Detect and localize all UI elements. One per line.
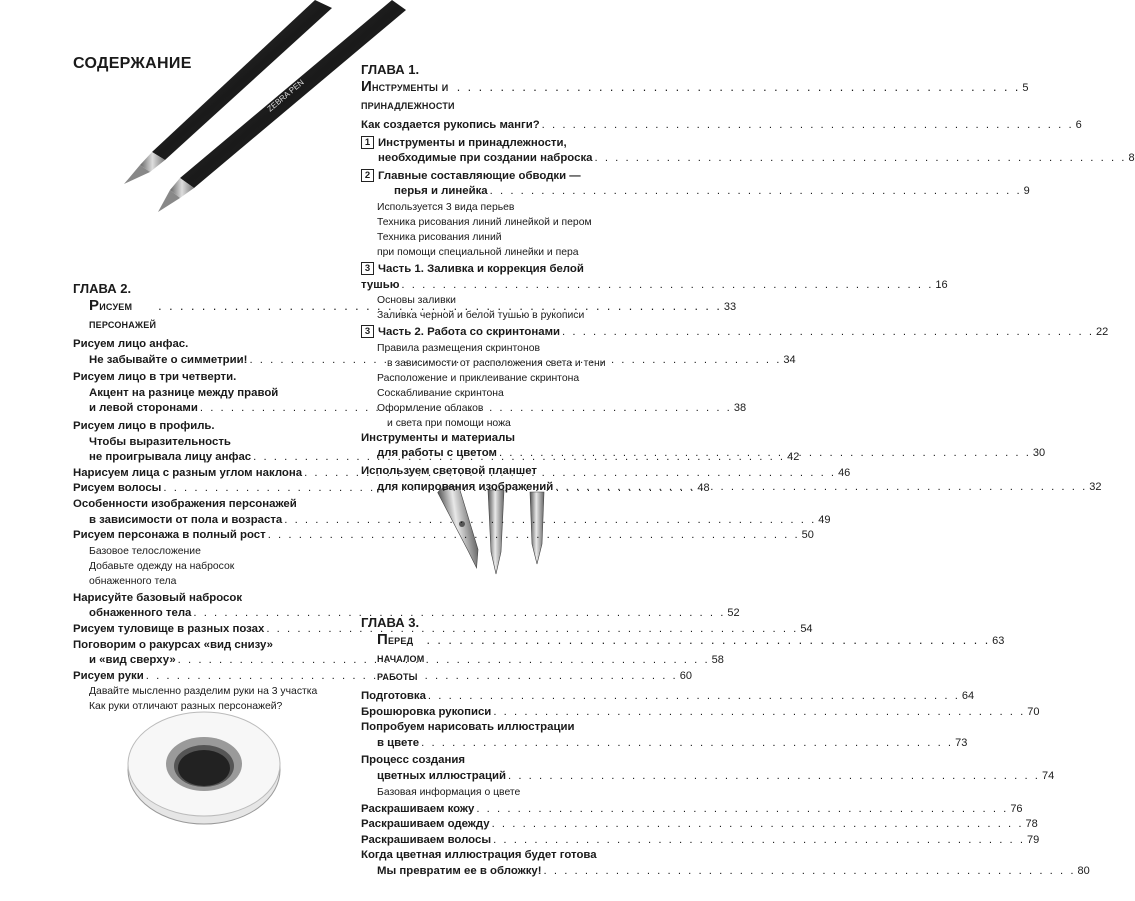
page-number: 9 [1023,185,1030,198]
toc-entry[interactable]: Нарисуйте базовый набросок обнаженного тела . . . 52 [73,591,333,622]
page-title: СОДЕРЖАНИЕ [73,55,192,72]
toc-entry[interactable]: 3 Часть 1. Заливка и коррекция белой тушью . . . 16 [361,262,619,293]
toc-entry[interactable]: Рисуем туловище в разных позах . . . 54 [73,622,333,638]
section-number-badge: 1 [361,136,374,149]
toc-subentry: Правила размещения скринтонов [377,342,540,354]
toc-entry[interactable]: Особенности изображения персонажей в зависимости от пола и возраста . . . 49 [73,497,333,528]
toc-subentry: Техника рисования линий линейкой и пером [377,216,592,228]
chapter-label: ГЛАВА 1. [361,62,420,77]
page-number: 70 [1027,705,1040,718]
page-number: 74 [1041,769,1055,782]
toc-entry[interactable]: Рисуем лицо в три четверти. Акцент на разнице между правой и левой сторонами . . . 38 [73,370,333,417]
toc-entry[interactable]: Как создается рукопись манги? . . . 6 [361,118,619,134]
toc-entry[interactable]: Используем световой планшет для копирования изображений . . . 32 [361,464,619,495]
toc-subentry: Расположение и приклеивание скринтона [377,372,580,384]
page-number: 46 [838,466,851,479]
toc-entry[interactable]: Подготовка . . . 64 [361,689,619,705]
page-number: 64 [961,690,975,702]
toc-subentry: Добавьте одежду на набросок [89,560,235,572]
page-number: 78 [1025,818,1038,831]
pen-brand-label: ZEBRA PEN [265,77,306,114]
toc-subentry: Используется 3 вида перьев [377,201,515,213]
toc-entry[interactable]: Нарисуем лица с разным углом наклона . . . 46 [73,466,333,482]
chapter-label: ГЛАВА 2. [73,281,132,296]
page-number: 80 [1077,864,1090,877]
chapter-title-row[interactable] [361,78,1029,114]
toc-entry[interactable]: Рисуем лицо в профиль. Чтобы выразительность не проигрывала лицу анфас . . . 42 [73,419,333,466]
page-number: 42 [787,451,800,464]
toc-subentry: Основы заливки [377,295,456,307]
chapter-title: Рисуем персонажей [89,297,157,331]
toc-subentry: Техника рисования линий [377,231,502,243]
toc-entry[interactable]: Рисуем руки . . . 60 [73,669,333,685]
toc-subentry: при помощи специальной линейки и пера [377,246,579,258]
page-number: 63 [992,635,1005,647]
page-number: 76 [1010,802,1023,815]
toc-entry[interactable]: Раскрашиваем волосы . . . 79 [361,833,619,849]
toc-entry[interactable]: Раскрашиваем одежду . . . 78 [361,817,619,833]
toc-subentry: Базовое телосложение [89,545,201,557]
page-number: 5 [1022,82,1029,94]
page-number: 49 [818,513,831,526]
chapter-label: ГЛАВА 3. [361,615,420,630]
toc-entry[interactable]: Процесс создания цветных иллюстраций . . . 74 [361,753,619,784]
toc-entry[interactable]: Брошюровка рукописи . . . 70 [361,705,619,721]
page-number: 48 [697,482,710,495]
toc-subentry: Давайте мысленно разделим руки на 3 участка [89,686,318,698]
page-number: 16 [935,278,948,291]
page-number: 32 [1089,480,1102,493]
toc-entry[interactable]: Когда цветная иллюстрация будет готова Мы превратим ее в обложку! . . . 80 [361,848,619,879]
toc-subentry: обнаженного тела [89,575,177,587]
toc-entry[interactable]: 2 Главные составляющие обводки — перья и линейка . . . 9 [361,169,619,200]
page-number: 6 [1075,119,1082,131]
page-number: 54 [800,622,813,635]
chapter-title: Инструменты и принадлежности [361,78,455,112]
page-number: 33 [723,301,737,313]
toc-subentry: Оформление облаков [377,402,484,414]
page-number: 22 [1096,326,1109,339]
section-number-badge: 2 [361,169,374,182]
toc-entry[interactable]: 1 Инструменты и принадлежности, необходимые при создании наброска . . . 8 [361,136,619,167]
toc-entry[interactable]: Рисуем лицо анфас. Не забывайте о симметрии! . . . 34 [73,337,333,368]
page-number: 30 [1032,447,1046,460]
toc-subentry: Как руки отличают разных персонажей? [89,701,283,713]
toc-subentry: Базовая информация о цвете [377,786,521,798]
page-number: 34 [783,353,796,366]
page-number: 73 [955,736,968,749]
page-number: 38 [733,402,747,415]
page-number: 58 [711,654,724,667]
toc-entry[interactable]: Попробуем нарисовать иллюстрации в цвете . . . 73 [361,720,619,751]
chapter-title: Перед началом работы [377,631,425,683]
section-number-badge: 3 [361,325,374,338]
page-number: 8 [1128,152,1135,165]
page-number: 60 [679,669,692,682]
toc-entry[interactable]: Раскрашиваем кожу . . . 76 [361,802,619,818]
toc-entry[interactable]: 3 Часть 2. Работа со скринтонами . . . 22 [361,325,619,341]
toc-subentry: Соскабливание скринтона [377,387,504,399]
tape-roll-illustration [124,706,284,826]
toc-entry[interactable]: Рисуем персонажа в полный рост . . . 50 [73,528,333,544]
toc-subentry: и света при помощи ножа [387,417,511,429]
section-number-badge: 3 [361,262,374,275]
toc-subentry: в зависимости от расположения света и тени [387,357,606,369]
page-number: 50 [801,529,814,542]
toc-entry[interactable]: Инструменты и материалы для работы с цветом . . . 30 [361,431,619,462]
page-number: 79 [1027,833,1040,846]
page-number: 52 [727,607,740,620]
toc-entry[interactable]: Поговорим о ракурсах «вид снизу» и «вид сверху» . . . 58 [73,638,333,669]
toc-subentry: Заливка черной и белой тушью в рукописи [377,310,585,322]
toc-entry[interactable]: Рисуем волосы . . . 48 [73,481,333,497]
